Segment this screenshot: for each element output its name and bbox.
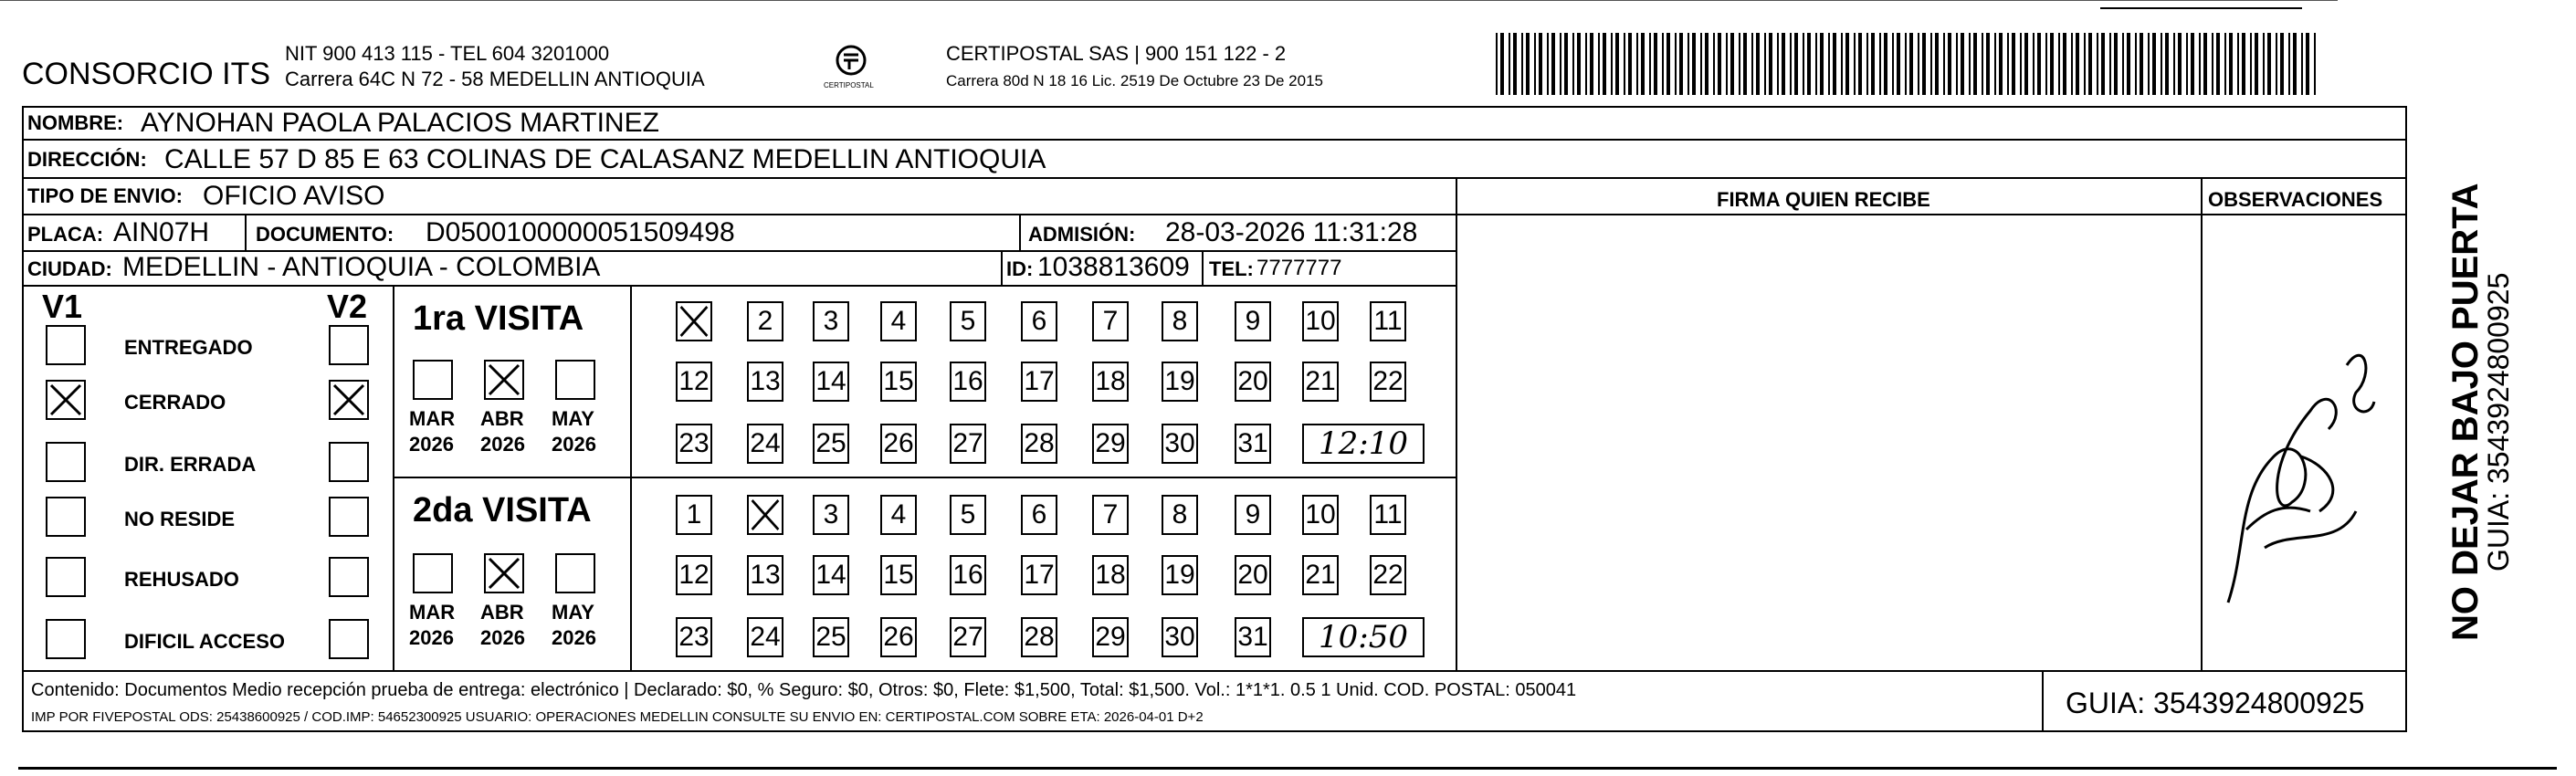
tel-divider <box>1202 250 1204 285</box>
month-checkbox[interactable] <box>484 553 524 593</box>
day-number: 30 <box>1164 622 1195 652</box>
day-number: 20 <box>1237 560 1268 590</box>
day-box[interactable] <box>1235 301 1271 341</box>
year-label: 2026 <box>552 433 596 456</box>
month-label: MAY <box>552 601 594 624</box>
day-box[interactable] <box>950 424 986 464</box>
id-value: 1038813609 <box>1037 252 1190 282</box>
status-label: NO RESIDE <box>124 508 236 530</box>
visit-split-line <box>393 477 1456 478</box>
day-number: 25 <box>815 428 846 458</box>
day-box[interactable] <box>1092 362 1129 402</box>
day-number: 4 <box>890 499 907 530</box>
day-number: 23 <box>678 622 710 652</box>
row-line <box>22 214 2407 215</box>
day-box[interactable] <box>813 555 849 595</box>
firma-left-line <box>1456 177 1457 670</box>
day-box[interactable] <box>676 362 712 402</box>
day-box[interactable] <box>747 362 783 402</box>
v1-checkbox[interactable] <box>46 325 86 365</box>
day-box[interactable] <box>813 362 849 402</box>
side-warning: NO DEJAR BAJO PUERTA <box>2445 183 2486 641</box>
day-number: 21 <box>1305 560 1336 590</box>
handwritten-signature <box>2210 274 2392 621</box>
v2-checkbox[interactable] <box>329 380 369 420</box>
day-box[interactable] <box>950 617 986 657</box>
day-box[interactable] <box>1092 617 1129 657</box>
year-label: 2026 <box>409 433 454 456</box>
v2-checkbox[interactable] <box>329 497 369 537</box>
day-number: 22 <box>1372 560 1404 590</box>
status-label: ENTREGADO <box>124 336 253 359</box>
day-number: 10 <box>1305 499 1336 530</box>
day-number: 6 <box>1031 499 1047 530</box>
year-label: 2026 <box>480 626 525 649</box>
v2-header: V2 <box>327 288 368 325</box>
firma-header: FIRMA QUIEN RECIBE <box>1717 188 1930 211</box>
day-number: 21 <box>1305 366 1336 396</box>
admision-label: ADMISIÓN: <box>1028 223 1136 246</box>
day-number: 16 <box>952 366 983 396</box>
day-number: 2 <box>757 306 773 336</box>
address-line: Carrera 64C N 72 - 58 MEDELLIN ANTIOQUIA <box>285 68 705 90</box>
day-box[interactable] <box>1302 555 1339 595</box>
month-label: MAR <box>409 407 456 430</box>
day-number: 3 <box>823 499 839 530</box>
day-box[interactable] <box>1235 362 1271 402</box>
observaciones-header: OBSERVACIONES <box>2208 188 2383 211</box>
tel-label: TEL: <box>1209 257 1254 280</box>
month-checkbox[interactable] <box>555 553 595 593</box>
day-box[interactable] <box>676 617 712 657</box>
month-checkbox[interactable] <box>484 360 524 400</box>
day-box[interactable] <box>950 495 986 535</box>
day-number: 15 <box>883 560 914 590</box>
footer-contenido: Contenido: Documentos Medio recepción prueba de entrega: electrónico | Declarado: $0, % Seguro: $0, Otros: $0, Flete: $1,500, Total: $1,500. Vol.: 1*1*1. 0.5 1 Unid. COD. POSTAL: 050041 <box>31 680 1577 700</box>
day-box[interactable] <box>1302 301 1339 341</box>
status-label: REHUSADO <box>124 568 239 591</box>
footer-imp: IMP POR FIVEPOSTAL ODS: 25438600925 / COD.IMP: 54652300925 USUARIO: OPERACIONES MEDELLIN CONSULTE SU ENVIO EN: CERTIPOSTAL.COM SOBRE ETA: 2026-04-01 D+2 <box>31 709 1204 725</box>
status-label: CERRADO <box>124 391 226 414</box>
day-number: 8 <box>1172 306 1188 336</box>
day-box[interactable] <box>676 424 712 464</box>
admision-value: 28-03-2026 11:31:28 <box>1165 217 1418 247</box>
footer-guia-divider <box>2042 670 2044 732</box>
day-number: 8 <box>1172 499 1188 530</box>
v2-checkbox[interactable] <box>329 325 369 365</box>
day-box[interactable] <box>1092 301 1129 341</box>
v2-checkbox[interactable] <box>329 619 369 659</box>
day-box[interactable] <box>747 424 783 464</box>
handwritten-time-box[interactable] <box>1302 617 1425 657</box>
month-label: ABR <box>480 601 524 624</box>
day-box[interactable] <box>1370 301 1406 341</box>
day-number: 13 <box>750 366 781 396</box>
day-box[interactable] <box>747 301 783 341</box>
placa-label: PLACA: <box>27 223 104 246</box>
day-box[interactable] <box>1092 555 1129 595</box>
day-box[interactable] <box>1092 495 1129 535</box>
day-box[interactable] <box>1021 301 1057 341</box>
direccion-label: DIRECCIÓN: <box>27 148 147 171</box>
v1-checkbox[interactable] <box>46 557 86 597</box>
day-box[interactable] <box>1235 424 1271 464</box>
row-line <box>22 670 2407 672</box>
day-number: 24 <box>750 428 781 458</box>
top-edge-line-right <box>2100 7 2302 9</box>
day-box[interactable] <box>1370 555 1406 595</box>
day-box[interactable] <box>1370 362 1406 402</box>
company-name: CONSORCIO ITS <box>22 57 271 91</box>
day-number: 19 <box>1164 560 1195 590</box>
day-number: 28 <box>1024 428 1055 458</box>
year-label: 2026 <box>409 626 454 649</box>
month-checkbox[interactable] <box>555 360 595 400</box>
day-box[interactable] <box>1021 495 1057 535</box>
day-box[interactable] <box>813 495 849 535</box>
day-box[interactable] <box>1162 424 1198 464</box>
barcode <box>1496 33 2319 95</box>
day-box[interactable] <box>1021 555 1057 595</box>
v1-checkbox[interactable] <box>46 619 86 659</box>
row-line <box>22 177 2407 179</box>
day-number: 13 <box>750 560 781 590</box>
handwritten-time: 10:50 <box>1319 619 1408 655</box>
direccion-value: CALLE 57 D 85 E 63 COLINAS DE CALASANZ MEDELLIN ANTIOQUIA <box>164 144 1046 174</box>
day-number: 29 <box>1095 428 1126 458</box>
placa-value: AIN07H <box>113 217 210 247</box>
day-box[interactable] <box>1162 617 1198 657</box>
nombre-label: NOMBRE: <box>27 111 124 134</box>
month-checkbox[interactable] <box>413 553 453 593</box>
day-number: 24 <box>750 622 781 652</box>
day-box[interactable] <box>950 555 986 595</box>
day-box[interactable] <box>1092 424 1129 464</box>
footer-guia: GUIA: 3543924800925 <box>2066 687 2365 719</box>
day-box[interactable] <box>880 617 917 657</box>
tel-value: 7777777 <box>1256 256 1342 280</box>
day-number: 17 <box>1024 560 1055 590</box>
month-label: ABR <box>480 407 524 430</box>
day-number: 20 <box>1237 366 1268 396</box>
id-label: ID: <box>1006 257 1034 280</box>
day-box[interactable] <box>1235 495 1271 535</box>
month-checkbox[interactable] <box>413 360 453 400</box>
day-number: 29 <box>1095 622 1126 652</box>
day-number: 31 <box>1237 428 1268 458</box>
side-guia: GUIA: 3543924800925 <box>2482 272 2515 572</box>
handwritten-time-box[interactable] <box>1302 424 1425 464</box>
day-number: 28 <box>1024 622 1055 652</box>
day-number: 3 <box>823 306 839 336</box>
day-number: 9 <box>1245 306 1261 336</box>
day-number: 26 <box>883 622 914 652</box>
day-number: 9 <box>1245 499 1261 530</box>
day-number: 14 <box>815 366 846 396</box>
day-box[interactable] <box>880 424 917 464</box>
day-number: 27 <box>952 622 983 652</box>
day-number: 5 <box>960 499 976 530</box>
day-number: 6 <box>1031 306 1047 336</box>
row-line <box>22 139 2407 141</box>
day-box[interactable] <box>813 301 849 341</box>
visit2-title: 2da VISITA <box>413 491 592 530</box>
day-number: 31 <box>1237 622 1268 652</box>
admision-divider <box>1019 214 1021 250</box>
day-box[interactable] <box>880 555 917 595</box>
year-label: 2026 <box>552 626 596 649</box>
day-number: 7 <box>1102 499 1119 530</box>
day-number: 11 <box>1373 499 1403 530</box>
day-box[interactable] <box>747 555 783 595</box>
day-box[interactable] <box>950 362 986 402</box>
nit-line: NIT 900 413 115 - TEL 604 3201000 <box>285 42 610 65</box>
visit1-title: 1ra VISITA <box>413 299 584 338</box>
day-box[interactable] <box>1021 617 1057 657</box>
day-box[interactable] <box>880 362 917 402</box>
day-number: 4 <box>890 306 907 336</box>
day-box[interactable] <box>1370 495 1406 535</box>
v1-header: V1 <box>42 288 83 325</box>
day-box[interactable] <box>747 617 783 657</box>
day-number: 15 <box>883 366 914 396</box>
handwritten-time: 12:10 <box>1319 425 1408 462</box>
v2-checkbox[interactable] <box>329 557 369 597</box>
documento-label: DOCUMENTO: <box>256 223 394 246</box>
status-label: DIFICIL ACCESO <box>124 630 286 653</box>
documento-value: D0500100000051509498 <box>426 217 735 247</box>
month-label: MAY <box>552 407 594 430</box>
v1-checkbox[interactable] <box>46 497 86 537</box>
certipostal-logo-text: CERTIPOSTAL <box>824 81 874 89</box>
status-label: DIR. ERRADA <box>124 453 257 476</box>
day-box[interactable] <box>676 301 712 341</box>
certipostal-line1: CERTIPOSTAL SAS | 900 151 122 - 2 <box>946 42 1287 65</box>
day-number: 10 <box>1305 306 1336 336</box>
day-number: 5 <box>960 306 976 336</box>
day-box[interactable] <box>747 495 783 535</box>
nombre-value: AYNOHAN PAOLA PALACIOS MARTINEZ <box>141 108 659 138</box>
day-number: 26 <box>883 428 914 458</box>
certipostal-line2: Carrera 80d N 18 16 Lic. 2519 De Octubre 23 De 2015 <box>946 72 1323 89</box>
day-number: 18 <box>1095 560 1126 590</box>
day-number: 1 <box>686 499 702 530</box>
day-box[interactable] <box>676 555 712 595</box>
day-box[interactable] <box>1021 424 1057 464</box>
day-box[interactable] <box>1162 301 1198 341</box>
day-box[interactable] <box>950 301 986 341</box>
day-number: 17 <box>1024 366 1055 396</box>
day-box[interactable] <box>676 495 712 535</box>
day-number: 12 <box>678 366 710 396</box>
bottom-edge-line <box>18 767 2557 770</box>
day-box[interactable] <box>1162 495 1198 535</box>
day-box[interactable] <box>880 301 917 341</box>
ciudad-label: CIUDAD: <box>27 257 112 280</box>
day-number: 18 <box>1095 366 1126 396</box>
month-label: MAR <box>409 601 456 624</box>
certipostal-logo <box>822 40 880 97</box>
day-number: 23 <box>678 428 710 458</box>
day-number: 22 <box>1372 366 1404 396</box>
v1-checkbox[interactable] <box>46 442 86 482</box>
id-divider <box>1001 250 1003 285</box>
year-label: 2026 <box>480 433 525 456</box>
day-number: 12 <box>678 560 710 590</box>
day-number: 19 <box>1164 366 1195 396</box>
day-box[interactable] <box>1021 362 1057 402</box>
day-number: 14 <box>815 560 846 590</box>
top-edge-line <box>0 0 2338 1</box>
day-box[interactable] <box>1235 617 1271 657</box>
placa-divider <box>245 214 247 250</box>
day-box[interactable] <box>1162 362 1198 402</box>
day-box[interactable] <box>1162 555 1198 595</box>
day-number: 11 <box>1373 306 1403 336</box>
ciudad-value: MEDELLIN - ANTIOQUIA - COLOMBIA <box>122 252 601 282</box>
day-box[interactable] <box>813 617 849 657</box>
day-number: 27 <box>952 428 983 458</box>
v1-checkbox[interactable] <box>46 380 86 420</box>
day-number: 7 <box>1102 306 1119 336</box>
day-number: 16 <box>952 560 983 590</box>
day-box[interactable] <box>1235 555 1271 595</box>
day-box[interactable] <box>880 495 917 535</box>
row-line <box>22 285 1456 287</box>
day-number: 25 <box>815 622 846 652</box>
day-box[interactable] <box>1302 362 1339 402</box>
obs-left-line <box>2201 177 2203 670</box>
v2-checkbox[interactable] <box>329 442 369 482</box>
tipo-label: TIPO DE ENVIO: <box>27 184 183 207</box>
day-box[interactable] <box>813 424 849 464</box>
day-number: 30 <box>1164 428 1195 458</box>
tipo-value: OFICIO AVISO <box>203 181 385 211</box>
day-box[interactable] <box>1302 495 1339 535</box>
